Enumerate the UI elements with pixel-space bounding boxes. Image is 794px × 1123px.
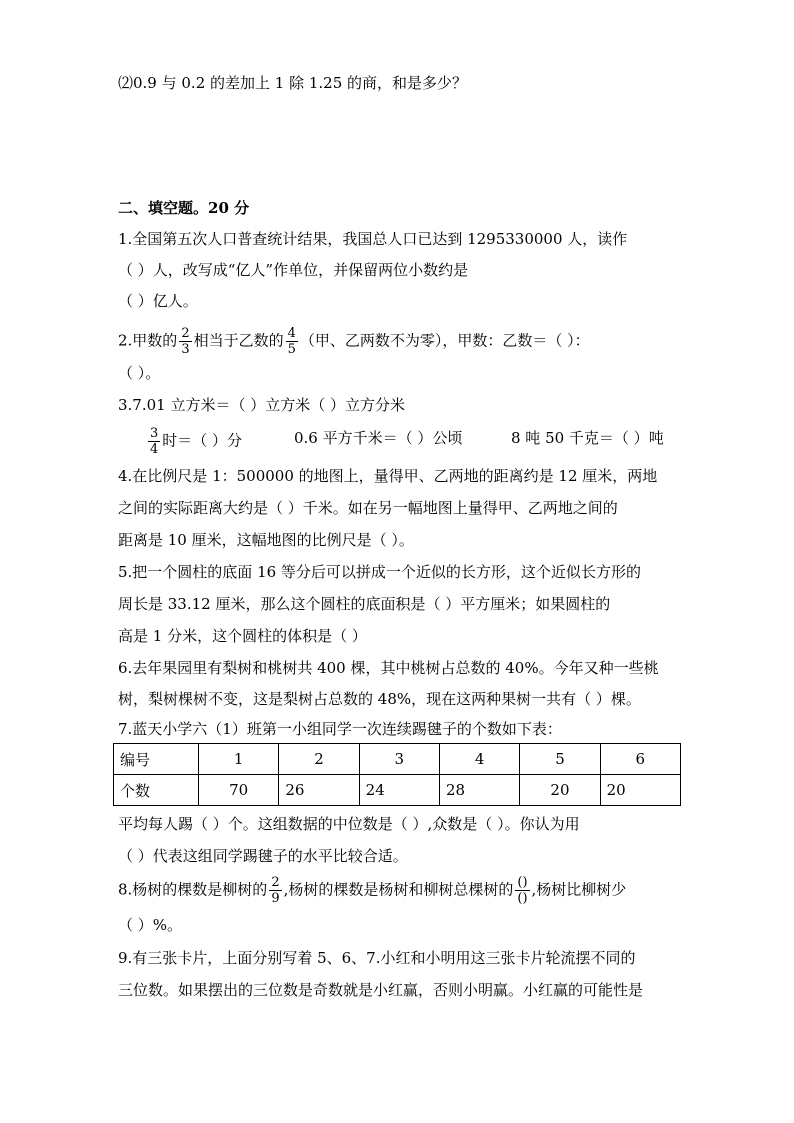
question-2-text: ⑵0.9 与 0.2 的差加上 1 除 1.25 的商，和是多少？: [118, 74, 468, 92]
table-cell: 1: [199, 744, 279, 775]
q1-line-2: （ ）人，改写成“亿人”作单位，并保留两位小数约是: [118, 261, 469, 279]
q3-line-1: 3.7.01 立方米＝（ ）立方米（ ）立方分米: [118, 396, 406, 414]
q3-mass: 8 吨 50 千克＝（ ）吨: [511, 429, 664, 447]
fraction: [148, 426, 160, 457]
fraction-denominator: 3: [181, 342, 190, 357]
fraction-denominator: 4: [150, 442, 159, 457]
table-cell: 20: [600, 775, 680, 806]
q7-line-3: （ ）代表这组同学踢毽子的水平比较合适。: [118, 847, 408, 865]
q2-text-b: 相当于乙数的: [193, 331, 284, 350]
fraction: [269, 875, 281, 906]
q6-line-2: 树，梨树棵树不变，这是梨树占总数的 48%，现在这两种果树一共有（ ）棵。: [118, 690, 641, 708]
table-row: [114, 775, 681, 806]
q8-line-1: [118, 875, 626, 906]
kick-count-table: [113, 743, 681, 806]
q7-line-1: 7.蓝天小学六（1）班第一小组同学一次连续踢毽子的个数如下表：: [118, 720, 562, 738]
table-cell: 5: [520, 744, 600, 775]
fraction: [515, 875, 529, 906]
table-cell: 4: [439, 744, 519, 775]
q2-line-1: [118, 326, 590, 357]
fraction-numerator: 4: [287, 326, 296, 341]
q8-line-2: （ ）%。: [118, 916, 183, 934]
q5-line-3: 高是 1 分米，这个圆柱的体积是（ ）: [118, 627, 367, 645]
fraction-numerator: (): [517, 875, 528, 890]
table-cell: 编号: [114, 744, 199, 775]
fraction-numerator: 3: [150, 426, 159, 441]
table-cell: 28: [439, 775, 519, 806]
q3-area: 0.6 平方千米＝（ ）公顷: [294, 429, 463, 447]
fraction-numerator: 2: [271, 875, 280, 890]
table-cell: 20: [520, 775, 600, 806]
fraction-denominator: (): [517, 891, 528, 906]
table-cell: 26: [279, 775, 359, 806]
section-title: 二、填空题。20 分: [118, 199, 250, 217]
q5-line-1: 5.把一个圆柱的底面 16 等分后可以拼成一个近似的长方形，这个近似长方形的: [118, 563, 641, 581]
q7-line-2: 平均每人踢（ ）个。这组数据的中位数是（ ）,众数是（ ）。你认为用: [118, 815, 580, 833]
q1-line-3: （ ）亿人。: [118, 292, 198, 310]
q8-text-a: 8.杨树的棵数是柳树的: [118, 880, 268, 899]
table-cell: 2: [279, 744, 359, 775]
q8-text-c: ,杨树比柳树少: [531, 880, 627, 899]
q2-text-c: （甲、乙两数不为零），甲数：乙数＝（ ）：: [299, 331, 590, 350]
q3-line-2: [146, 426, 676, 457]
q1-line-1: 1.全国第五次人口普查统计结果，我国总人口已达到 1295330000 人，读作: [118, 230, 628, 248]
q4-line-3: 距离是 10 厘米，这幅地图的比例尺是（ ）。: [118, 531, 414, 549]
table-cell: 3: [359, 744, 439, 775]
q5-line-2: 周长是 33.12 厘米，那么这个圆柱的底面积是（ ）平方厘米；如果圆柱的: [118, 595, 611, 613]
table-cell: 个数: [114, 775, 199, 806]
q4-line-1: 4.在比例尺是 1：500000 的地图上，量得甲、乙两地的距离约是 12 厘米，两地: [118, 467, 658, 485]
q2-line-2: （ ）。: [118, 364, 161, 382]
table-cell: 70: [199, 775, 279, 806]
q3-hours: 时＝（ ）分: [162, 431, 243, 450]
q8-text-b: ,杨树的棵数是杨树和柳树总棵树的: [283, 880, 514, 899]
q9-line-2: 三位数。如果摆出的三位数是奇数就是小红赢，否则小明赢。小红赢的可能性是: [118, 981, 644, 999]
fraction: [286, 326, 298, 357]
q4-line-2: 之间的实际距离大约是（ ）千米。如在另一幅地图上量得甲、乙两地之间的: [118, 499, 618, 517]
q9-line-1: 9.有三张卡片，上面分别写着 5、6、7.小红和小明用这三张卡片轮流摆不同的: [118, 949, 636, 967]
fraction: [179, 326, 191, 357]
table-cell: 6: [600, 744, 680, 775]
table-cell: 24: [359, 775, 439, 806]
q6-line-1: 6.去年果园里有梨树和桃树共 400 棵，其中桃树占总数的 40%。今年又种一些桃: [118, 659, 659, 677]
fraction-denominator: 9: [271, 891, 280, 906]
fraction-numerator: 2: [181, 326, 190, 341]
fraction-denominator: 5: [287, 342, 296, 357]
table-row: [114, 744, 681, 775]
q2-text-a: 2.甲数的: [118, 331, 178, 350]
